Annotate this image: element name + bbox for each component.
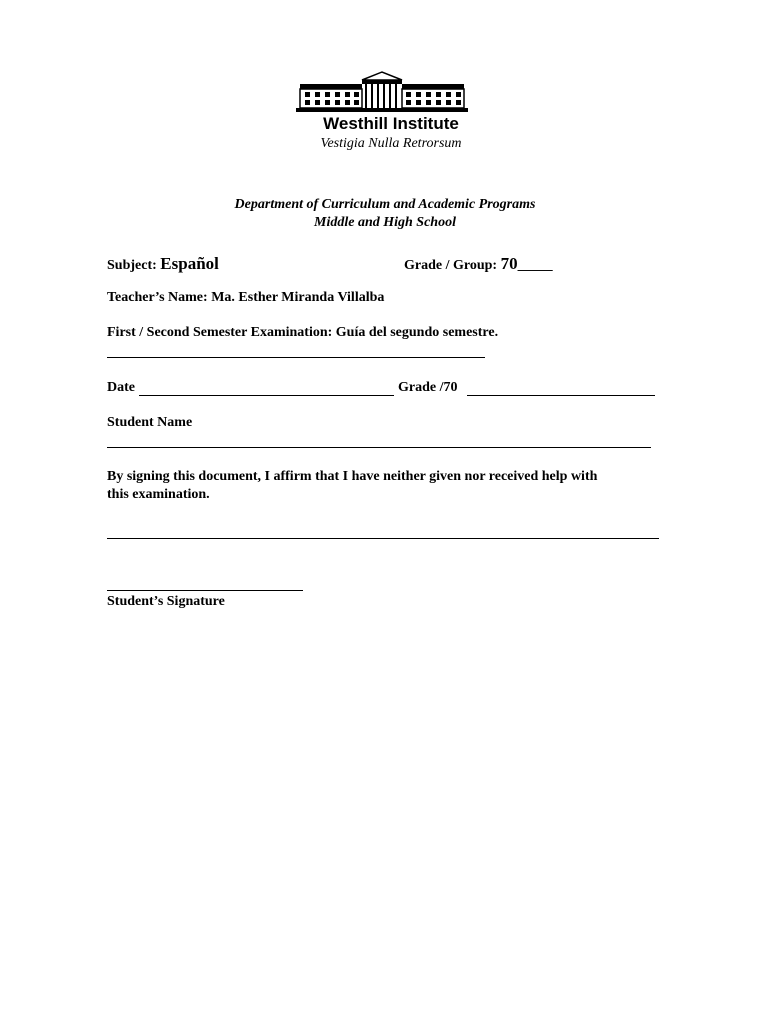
department-name: Department of Curriculum and Academic Programs	[234, 197, 536, 212]
date-label: Date	[107, 380, 135, 395]
affirmation-line-1: By signing this document, I affirm that I have neither given nor received help with	[107, 469, 598, 484]
student-name-label: Student Name	[107, 415, 193, 430]
westhill-building-logo	[296, 70, 468, 116]
school-level: Middle and High School	[314, 215, 456, 230]
institution-motto: Vestigia Nulla Retrorsum	[320, 136, 462, 151]
exam-field	[107, 325, 498, 341]
institution-name: Westhill Institute	[323, 114, 459, 133]
grade-line[interactable]	[467, 395, 655, 396]
student-name-line[interactable]	[107, 447, 651, 448]
grade-group-trail: _____	[517, 258, 553, 273]
affirmation-line-2: this examination.	[107, 487, 210, 502]
teacher-label: Teacher’s Name:	[107, 290, 208, 305]
grade-group-label: Grade / Group:	[404, 258, 498, 273]
signature-label: Student’s Signature	[107, 594, 225, 609]
affirmation-signature-line[interactable]	[107, 538, 659, 539]
department-heading	[0, 196, 770, 232]
grade-group-field	[404, 254, 553, 274]
exam-value: Guía del segundo semestre.	[335, 325, 499, 340]
subject-label: Subject:	[107, 258, 157, 273]
subject-field	[107, 254, 219, 274]
subject-value: Español	[160, 254, 219, 273]
signature-line[interactable]	[107, 590, 303, 591]
exam-underline	[107, 357, 485, 358]
grade-group-value: 70	[500, 254, 518, 273]
teacher-value: Ma. Esther Miranda Villalba	[211, 290, 385, 305]
date-line[interactable]	[139, 395, 394, 396]
teacher-field	[107, 290, 384, 306]
exam-label: First / Second Semester Examination:	[107, 325, 333, 340]
grade-label: Grade /70	[398, 380, 458, 395]
